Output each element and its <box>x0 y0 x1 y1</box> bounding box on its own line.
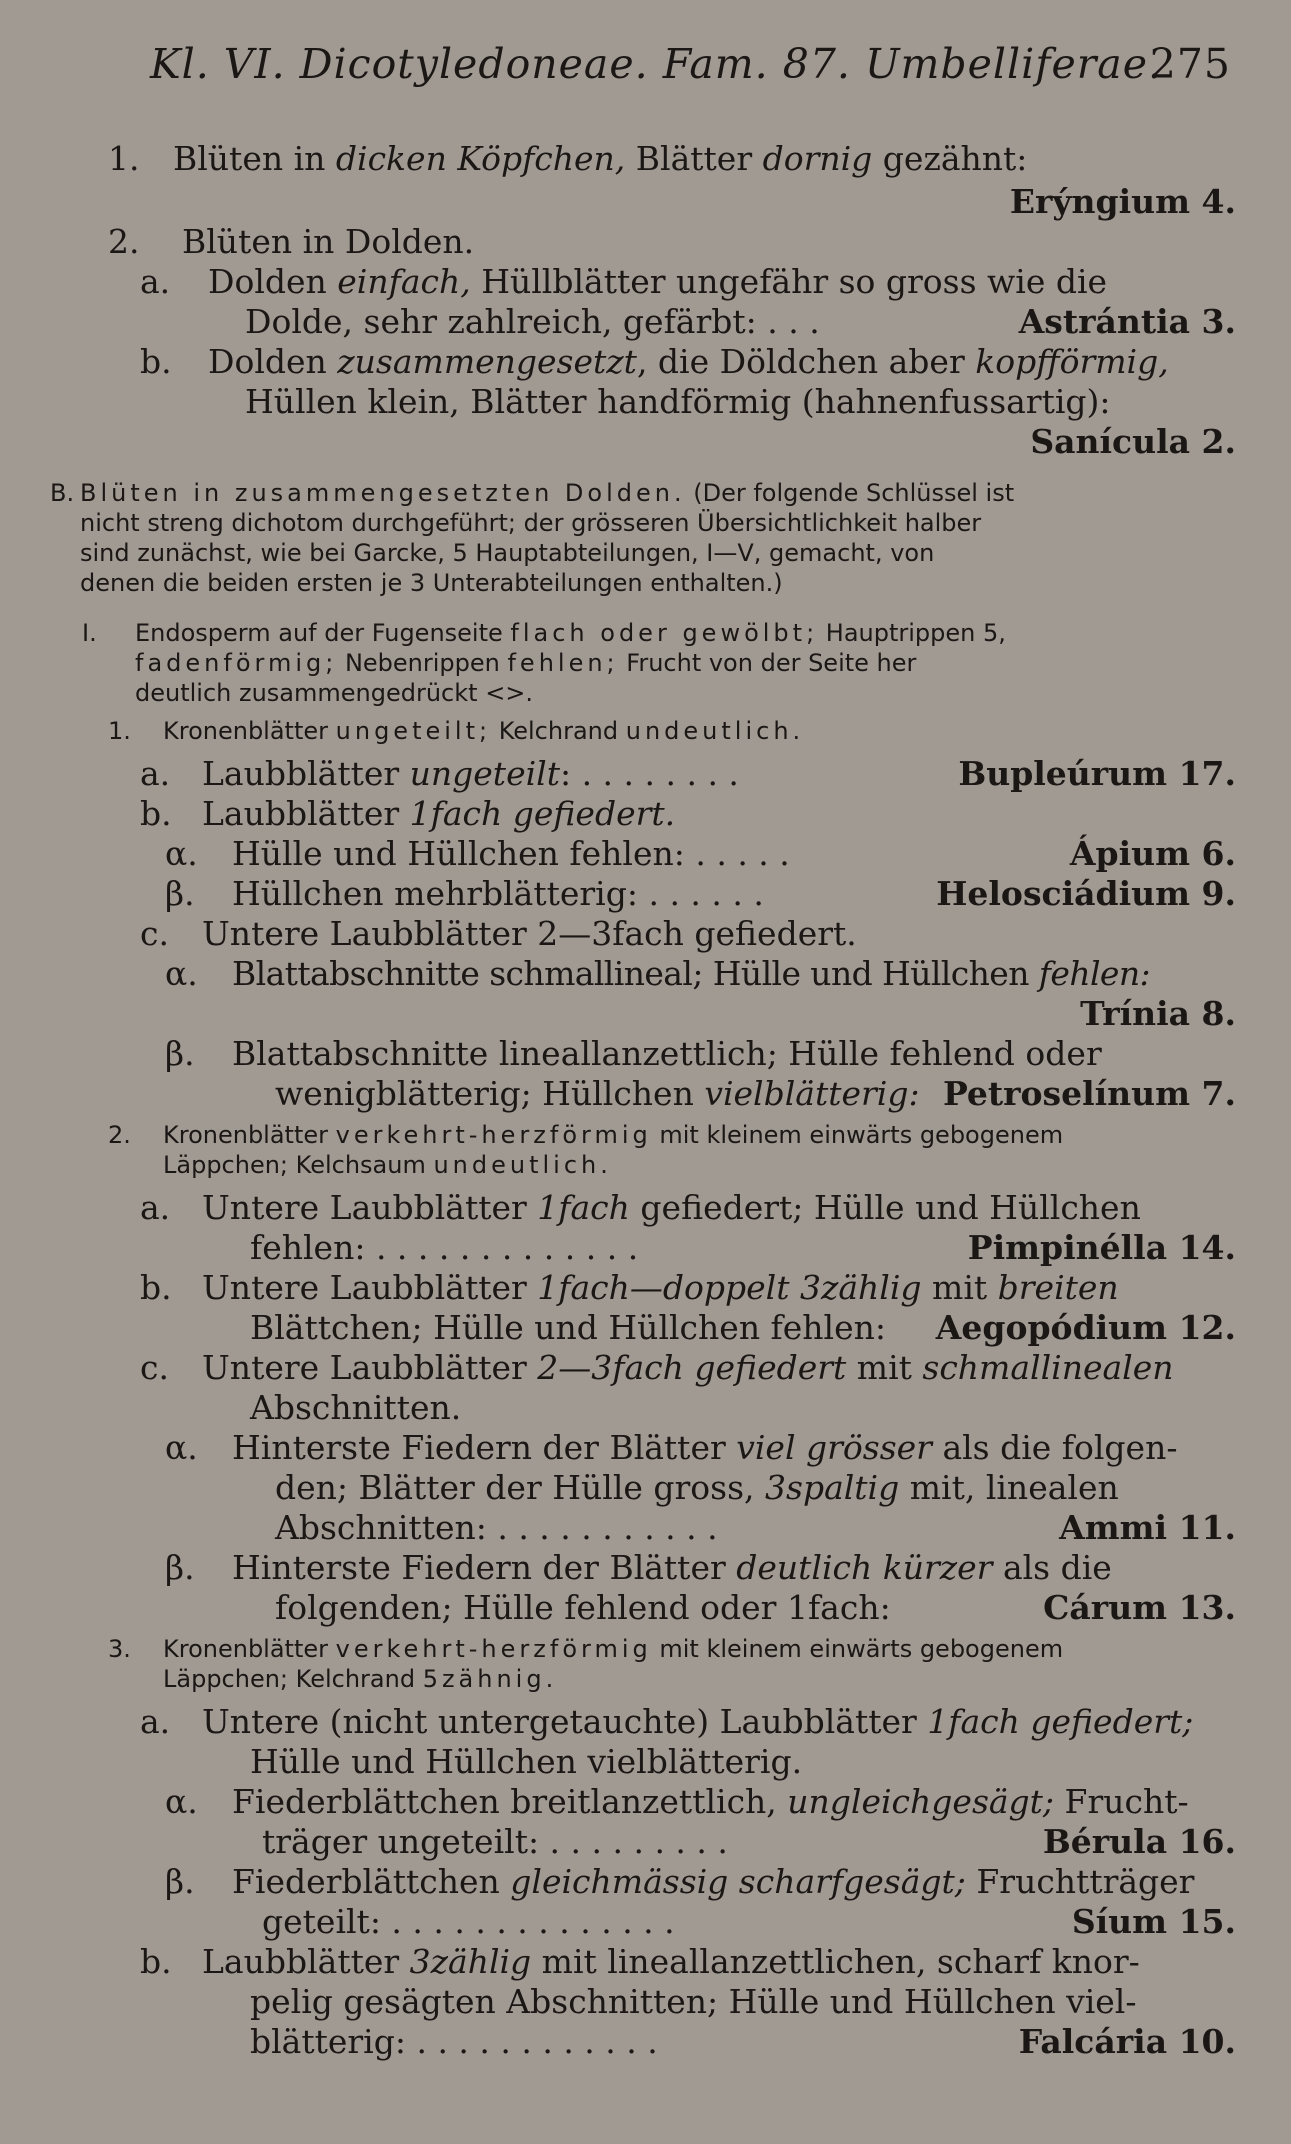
entry-text: Blüten in Dolden. <box>182 222 475 261</box>
entry-text: Kronenblätter verkehrt-herzförmig mit kleinem einwärts gebogenem <box>163 1121 1064 1149</box>
entry-letter: b. <box>140 342 172 381</box>
entry-text: Blüten in zusammengesetzten Dolden. (Der folgende Schlüssel ist <box>80 479 1015 507</box>
genus-name: Ápium 6. <box>1069 834 1236 873</box>
entry-text: Abschnitten: . . . . . . . . . . . <box>275 1508 718 1547</box>
entry-letter: a. <box>140 754 171 793</box>
genus-name: Pimpinélla 14. <box>967 1228 1236 1267</box>
entry-text: geteilt: . . . . . . . . . . . . . . <box>262 1902 675 1941</box>
entry-letter: a. <box>140 262 171 301</box>
entry-text: deutlich zusammengedrückt <>. <box>135 679 534 707</box>
entry-text: Dolden einfach, Hüllblätter ungefähr so gross wie die <box>208 262 1108 301</box>
entry-text: Hüllchen mehrblätterig: . . . . . . <box>232 874 764 913</box>
genus-name: Falcária 10. <box>1018 2022 1236 2061</box>
entry-text: Fiederblättchen breitlanzettlich, ungleichgesägt; Frucht- <box>232 1782 1189 1821</box>
entry-text: fehlen: . . . . . . . . . . . . . <box>250 1228 639 1267</box>
entry-letter: c. <box>140 1348 169 1387</box>
section-letter: B. <box>50 479 75 507</box>
entry-number: 1. <box>108 717 131 745</box>
entry-greek: β. <box>165 1548 195 1587</box>
entry-number: 2. <box>108 222 140 261</box>
genus-name: Sanícula 2. <box>1030 422 1236 461</box>
entry-greek: α. <box>165 1782 198 1821</box>
entry-text: Blüten in dicken Köpfchen, Blätter dornig gezähnt: <box>173 139 1028 178</box>
entry-number: 3. <box>108 1635 131 1663</box>
entry-text: Abschnitten. <box>250 1388 462 1427</box>
genus-name: Erýngium 4. <box>1009 182 1236 221</box>
genus-name: Ammi 11. <box>1059 1508 1236 1547</box>
entry-text: fadenförmig; Nebenrippen fehlen; Frucht von der Seite her <box>135 649 917 677</box>
page-number: 275 <box>1149 40 1231 88</box>
entry-text: Hinterste Fiedern der Blätter deutlich kürzer als die <box>232 1548 1112 1587</box>
entry-letter: b. <box>140 1268 172 1307</box>
entry-letter: a. <box>140 1188 171 1227</box>
entry-text: sind zunächst, wie bei Garcke, 5 Hauptabteilungen, I—V, gemacht, von <box>80 539 935 567</box>
page-header <box>150 40 1231 96</box>
entry-text: Blattabschnitte lineallanzettlich; Hülle fehlend oder <box>232 1034 1102 1073</box>
entry-text: Kronenblätter ungeteilt; Kelchrand undeutlich. <box>163 717 805 745</box>
entry-text: den; Blätter der Hülle gross, 3spaltig mit, linealen <box>275 1468 1119 1507</box>
entry-text: Laubblätter ungeteilt: . . . . . . . . <box>202 754 739 793</box>
entry-letter: b. <box>140 1942 172 1981</box>
genus-name: Bérula 16. <box>1042 1822 1236 1861</box>
genus-name: Astrántia 3. <box>1018 302 1236 341</box>
entry-number: 1. <box>108 139 140 178</box>
genus-name: Bupleúrum 17. <box>958 754 1236 793</box>
entry-text: Fiederblättchen gleichmässig scharfgesägt; Fruchtträger <box>232 1862 1195 1901</box>
entry-text: nicht streng dichotom durchgeführt; der grösseren Übersichtlichkeit halber <box>80 509 982 537</box>
genus-name: Aegopódium 12. <box>935 1308 1236 1347</box>
entry-text: Dolde, sehr zahlreich, gefärbt: . . . <box>245 302 820 341</box>
entry-text: Läppchen; Kelchsaum undeutlich. <box>163 1151 612 1179</box>
entry-text: Endosperm auf der Fugenseite flach oder gewölbt; Hauptrippen 5, <box>135 619 1006 647</box>
entry-text: wenigblätterig; Hüllchen vielblätterig: <box>275 1074 920 1113</box>
entry-text: Laubblätter 3zählig mit lineallanzettlichen, scharf knor- <box>202 1942 1140 1981</box>
entry-text: pelig gesägten Abschnitten; Hülle und Hüllchen viel- <box>250 1982 1137 2021</box>
entry-greek: α. <box>165 954 198 993</box>
entry-text: Kronenblätter verkehrt-herzförmig mit kleinem einwärts gebogenem <box>163 1635 1064 1663</box>
entry-text: Untere Laubblätter 2—3fach gefiedert mit schmallinealen <box>202 1348 1174 1387</box>
entry-greek: β. <box>165 1862 195 1901</box>
entry-text: denen die beiden ersten je 3 Unterabteilungen enthalten.) <box>80 569 783 597</box>
entry-greek: β. <box>165 874 195 913</box>
genus-name: Trínia 8. <box>1080 994 1236 1033</box>
entry-greek: α. <box>165 1428 198 1467</box>
entry-number: 2. <box>108 1121 131 1149</box>
genus-name: Cárum 13. <box>1043 1588 1236 1627</box>
entry-text: Hülle und Hüllchen fehlen: . . . . . <box>232 834 790 873</box>
entry-text: Blattabschnitte schmallineal; Hülle und Hüllchen fehlen: <box>232 954 1151 993</box>
entry-text: Laubblätter 1fach gefiedert. <box>202 794 676 833</box>
genus-name: Petroselínum 7. <box>942 1074 1236 1113</box>
entry-greek: α. <box>165 834 198 873</box>
entry-text: blätterig: . . . . . . . . . . . . <box>250 2022 658 2061</box>
entry-text: folgenden; Hülle fehlend oder 1fach: <box>275 1588 891 1627</box>
entry-text: Untere Laubblätter 2—3fach gefiedert. <box>202 914 857 953</box>
entry-text: Hinterste Fiedern der Blätter viel grösser als die folgen- <box>232 1428 1178 1467</box>
genus-name: Síum 15. <box>1071 1902 1236 1941</box>
entry-text: Untere Laubblätter 1fach gefiedert; Hülle und Hüllchen <box>202 1188 1141 1227</box>
entry-greek: β. <box>165 1034 195 1073</box>
entry-text: Hüllen klein, Blätter handförmig (hahnenfussartig): <box>245 382 1111 421</box>
genus-name: Helosciádium 9. <box>936 874 1236 913</box>
running-title: Kl. VI. Dicotyledoneae. Fam. 87. Umbelliferae. <box>150 40 1163 88</box>
entry-text: Hülle und Hüllchen vielblätterig. <box>250 1742 803 1781</box>
entry-letter: a. <box>140 1702 171 1741</box>
entry-text: träger ungeteilt: . . . . . . . . . <box>262 1822 728 1861</box>
entry-text: Läppchen; Kelchrand 5zähnig. <box>163 1665 558 1693</box>
entry-letter: c. <box>140 914 169 953</box>
entry-text: Dolden zusammengesetzt, die Döldchen aber kopfförmig, <box>208 342 1169 381</box>
entry-letter: b. <box>140 794 172 833</box>
entry-text: Untere Laubblätter 1fach—doppelt 3zählig mit breiten <box>202 1268 1119 1307</box>
entry-text: Untere (nicht untergetauchte) Laubblätter 1fach gefiedert; <box>202 1702 1194 1741</box>
entry-number: I. <box>82 619 97 647</box>
entry-text: Blättchen; Hülle und Hüllchen fehlen: <box>250 1308 887 1347</box>
